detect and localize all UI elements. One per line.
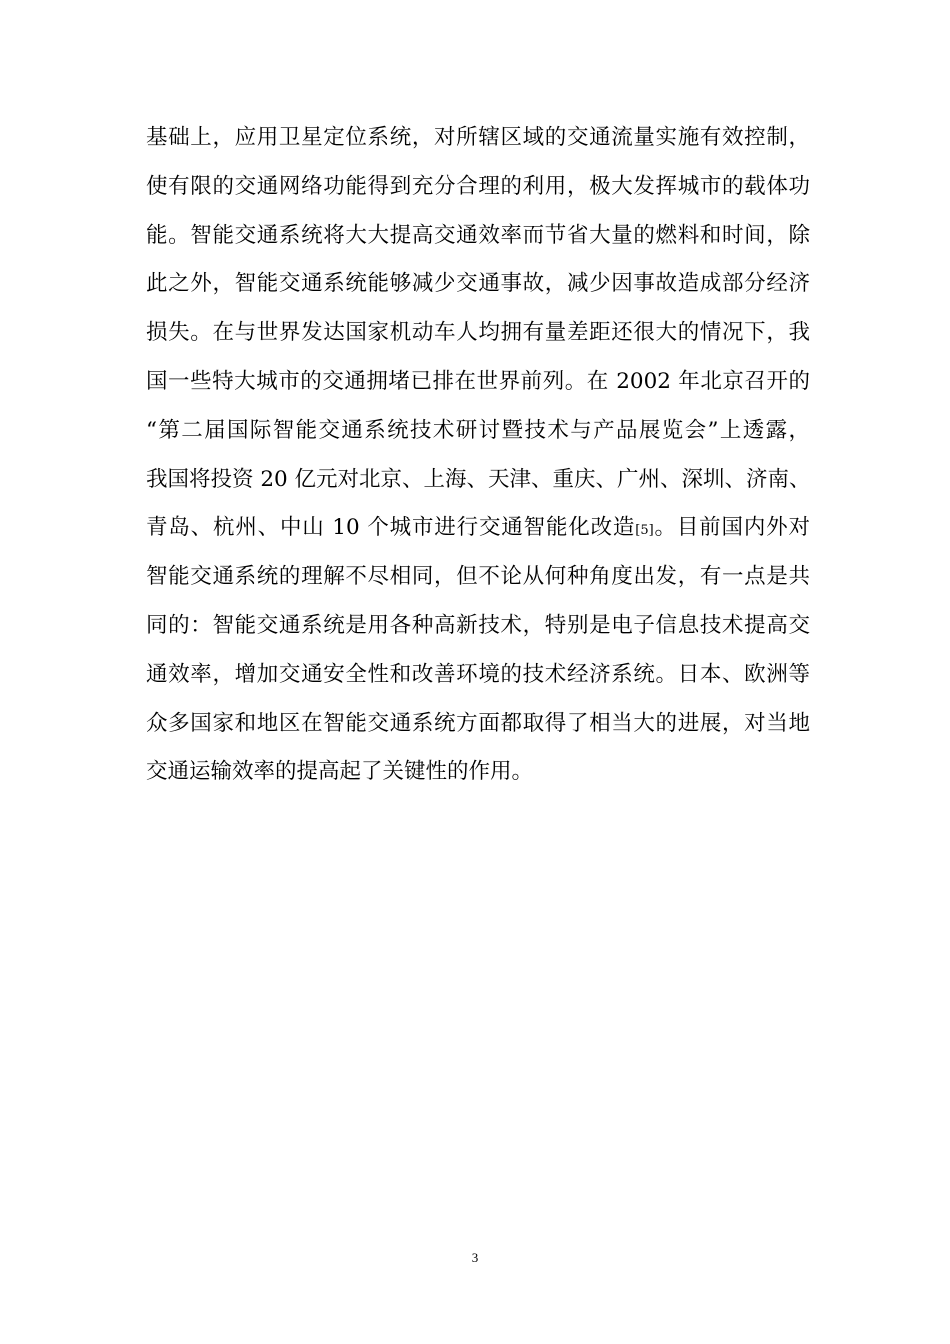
text-line: 基础上，应用卫星定位系统，对所辖区域的交通流量实施有效控制， bbox=[146, 125, 810, 150]
text-line: 智能交通系统的理解不尽相同，但不论从何种角度出发，有一点是共 bbox=[146, 564, 810, 590]
text-segment: 。目前国内外对 bbox=[653, 515, 810, 541]
text-line: 此之外，智能交通系统能够减少交通事故，减少因事故造成部分经济 bbox=[146, 271, 810, 297]
page-number: 3 bbox=[471, 1250, 479, 1265]
text-segment: 青岛、杭州、中山 10 个城市进行交通智能化改造 bbox=[146, 515, 636, 541]
text-line: 国一些特大城市的交通拥堵已排在世界前列。在 2002 年北京召开的 bbox=[146, 368, 810, 394]
text-line: 交通运输效率的提高起了关键性的作用。 bbox=[146, 759, 534, 785]
text-line: “第二届国际智能交通系统技术研讨暨技术与产品展览会”上透露， bbox=[146, 417, 810, 443]
text-line: 众多国家和地区在智能交通系统方面都取得了相当大的进展，对当地 bbox=[146, 710, 810, 736]
body-paragraph bbox=[146, 114, 810, 797]
text-line: 能。智能交通系统将大大提高交通效率而节省大量的燃料和时间，除 bbox=[146, 222, 810, 248]
text-line: 使有限的交通网络功能得到充分合理的利用，极大发挥城市的载体功 bbox=[146, 173, 810, 199]
text-line: 损失。在与世界发达国家机动车人均拥有量差距还很大的情况下，我 bbox=[146, 320, 810, 346]
text-line: 同的：智能交通系统是用各种高新技术，特别是电子信息技术提高交 bbox=[146, 612, 810, 638]
text-line: 通效率，增加交通安全性和改善环境的技术经济系统。日本、欧洲等 bbox=[146, 661, 810, 687]
text-line: 我国将投资 20 亿元对北京、上海、天津、重庆、广州、深圳、济南、 bbox=[146, 466, 811, 492]
text-line-with-citation bbox=[146, 504, 810, 553]
citation-reference: [5] bbox=[635, 523, 654, 539]
